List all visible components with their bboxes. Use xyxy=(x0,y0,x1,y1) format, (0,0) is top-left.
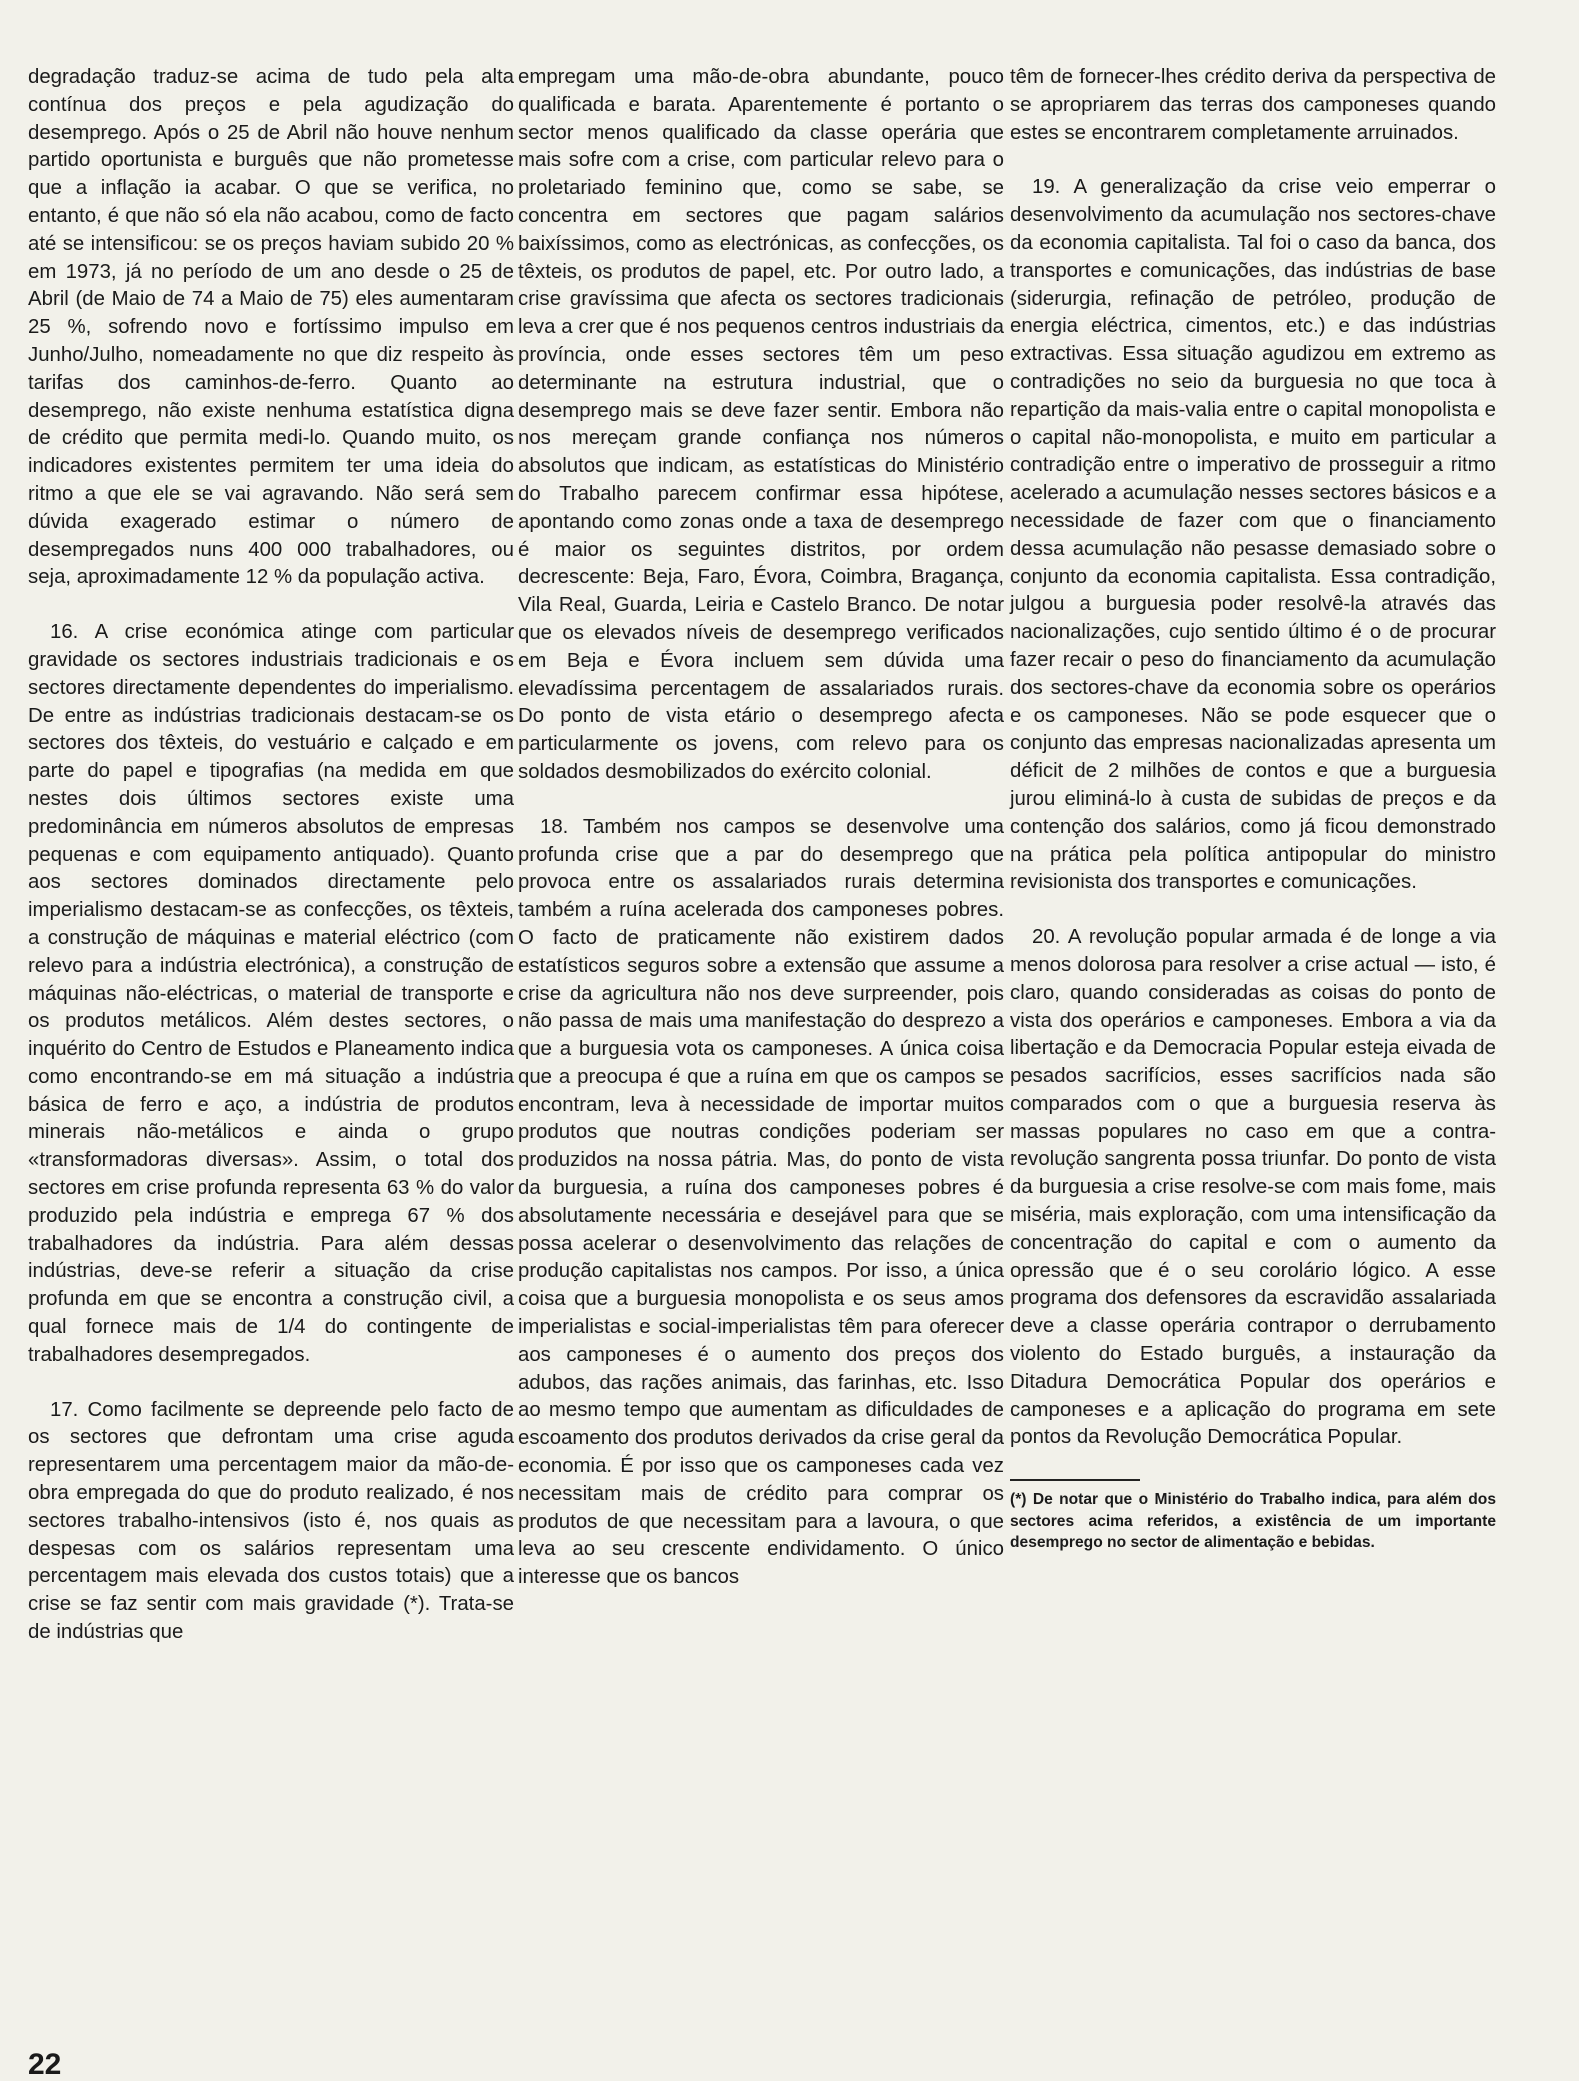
column-2 xyxy=(518,64,1004,1619)
paragraph-15-continued: degradação traduz-se acima de tudo pela alta contínua dos preços e pela agudização do desemprego. Após o 25 de Abril não houve nenhum partido oportunista e burguês que não prometesse que a inflação ia acabar. O que se verifica, no entanto, é que não só ela não acabou, como de facto até se intensificou: se os preços haviam subido 20 % em 1973, já no período de um ano desde o 25 de Abril (de Maio de 74 a Maio de 75) eles aumentaram 25 %, sofrendo novo e fortíssimo impulso em Junho/Julho, nomeadamente no que diz respeito às tarifas dos caminhos-de-ferro. Quanto ao desemprego, não existe nenhuma estatística digna de crédito que permita medi-lo. Quando muito, os indicadores existentes permitem ter uma ideia do ritmo a que ele se vai agravando. Não será sem dúvida exagerado estimar o número de desempregados nuns 400 000 trabalhadores, ou seja, aproximadamente 12 % da população activa. xyxy=(28,66,514,589)
paragraph-18-continued: têm de fornecer-lhes crédito deriva da perspectiva de se apropriarem das terras dos camponeses quando estes se encontrarem completamente arruinados. xyxy=(1010,66,1496,144)
footnote-divider xyxy=(1010,1479,1140,1481)
column-1 xyxy=(28,64,514,1674)
paragraph-17: 17. Como facilmente se depreende pelo facto de os sectores que defrontam uma crise aguda representarem uma percentagem maior da mão-de-obra empregada do que do produto realizado, é nos sectores trabalho-intensivos (isto é, nos quais as despesas com os salários representam uma percentagem mais elevada dos custos totais) que a crise se faz sentir com mais gravidade (*). Trata-se de indústrias que xyxy=(28,1398,514,1644)
column-3 xyxy=(1010,64,1496,1554)
paragraph-16: 16. A crise económica atinge com particular gravidade os sectores industriais tradicionais e os sectores directamente dependentes do imperialismo. De entre as indústrias tradicionais destacam-se os sectores dos têxteis, do vestuário e calçado e em parte do papel e tipografias (na medida em que nestes dois últimos sectores existe uma predominância em números absolutos de empresas pequenas e com equipamento antiquado). Quanto aos sectores dominados directamente pelo imperialismo destacam-se as confecções, os têxteis, a construção de máquinas e material eléctrico (com relevo para a indústria electrónica), a construção de máquinas não-eléctricas, o material de transporte e os produtos metálicos. Além destes sectores, o inquérito do Centro de Estudos e Planeamento indica como encontrando-se em má situação a indústria básica de ferro e aço, a indústria de produtos minerais não-metálicos e ainda o grupo «transformadoras diversas». Assim, o total dos sectores em crise profunda representa 63 % do valor produzido pela indústria e emprega 67 % dos trabalhadores da indústria. Para além dessas indústrias, deve-se referir a situação da crise profunda em que se encontra a construção civil, a qual fornece mais de 1/4 do contingente de trabalhadores desempregados. xyxy=(28,621,514,1366)
page-number: 22 xyxy=(28,2048,62,2081)
paragraph-19: 19. A generalização da crise veio emperrar o desenvolvimento da acumulação nos sectores-chave da economia capitalista. Tal foi o caso da banca, dos transportes e comunicações, das indústrias de base (siderurgia, refinação de petróleo, produção de energia eléctrica, cimentos, etc.) e das indústrias extractivas. Essa situação agudizou em extremo as contradições no seio da burguesia no que toca à repartição da mais-valia entre o capital monopolista e o capital não-monopolista, e muito em particular a contradição entre o imperativo de prosseguir a ritmo acelerado a acumulação nesses sectores básicos e a necessidade de fazer com que o financiamento dessa acumulação não pesasse demasiado sobre o conjunto da economia capitalista. Essa contradição, julgou a burguesia poder resolvê-la através das nacionalizações, cujo sentido último é o de procurar fazer recair o peso do financiamento da acumulação dos sectores-chave da economia sobre os operários e os camponeses. Não se pode esquecer que o conjunto das empresas nacionalizadas apresenta um déficit de 2 milhões de contos e que a burguesia jurou eliminá-lo à custa de subidas de preços e da contenção dos salários, como já ficou demonstrado na prática pela política antipopular do ministro revisionista dos transportes e comunicações. xyxy=(1010,176,1496,894)
paragraph-20: 20. A revolução popular armada é de longe a via menos dolorosa para resolver a crise actual — isto, é claro, quando consideradas as coisas do ponto de vista dos operários e camponeses. Embora a via da libertação e da Democracia Popular esteja eivada de pesados sacrifícios, esses sacrifícios nada são comparados com o que a burguesia reserva às massas populares no caso em que a contra-revolução sangrenta possa triunfar. Do ponto de vista da burguesia a crise resolve-se com mais fome, mais miséria, mais exploração, com uma intensificação da concentração do capital e com o aumento da opressão que é o seu corolário lógico. A esse programa dos defensores da escravidão assalariada deve a classe operária contrapor o derrubamento violento do Estado burguês, a instauração da Ditadura Democrática Popular dos operários e camponeses e a aplicação do programa em sete pontos da Revolução Democrática Popular. xyxy=(1010,926,1496,1449)
footnote: (*) De notar que o Ministério do Trabalho indica, para além dos sectores acima referidos, a existência de um importante desemprego no sector de alimentação e bebidas. xyxy=(1010,1491,1496,1552)
paragraph-18: 18. Também nos campos se desenvolve uma profunda crise que a par do desemprego que provoca entre os assalariados rurais determina também a ruína acelerada dos camponeses pobres. O facto de praticamente não existirem dados estatísticos seguros sobre a extensão que assume a crise da agricultura não nos deve surpreender, pois não passa de mais uma manifestação do desprezo a que a burguesia vota os camponeses. A única coisa que a preocupa é que a ruína em que os campos se encontram, leva à necessidade de importar muitos produtos que noutras condições poderiam ser produzidos na nossa pátria. Mas, do ponto de vista da burguesia, a ruína dos camponeses pobres é absolutamente necessária e desejável para que se possa acelerar o desenvolvimento das relações de produção capitalistas nos campos. Por isso, a única coisa que a burguesia monopolista e os seus amos imperialistas e social-imperialistas têm para oferecer aos camponeses é o aumento dos preços dos adubos, das rações animais, das farinhas, etc. Isso ao mesmo tempo que aumentam as dificuldades de escoamento dos produtos derivados da crise geral da economia. É por isso que os camponeses cada vez necessitam mais de crédito para comprar os produtos de que necessitam para a lavoura, o que leva ao seu crescente endividamento. O único interesse que os bancos xyxy=(518,815,1004,1589)
paragraph-17-continued: empregam uma mão-de-obra abundante, pouco qualificada e barata. Aparentemente é portanto o sector menos qualificado da classe operária que mais sofre com a crise, com particular relevo para o proletariado feminino que, como se sabe, se concentra em sectores que pagam salários baixíssimos, como as electrónicas, as confecções, os têxteis, os produtos de papel, etc. Por outro lado, a crise gravíssima que afecta os sectores tradicionais leva a crer que é nos pequenos centros industriais da província, onde esses sectores têm um peso determinante na estrutura industrial, que o desemprego mais se deve fazer sentir. Embora não nos mereçam grande confiança nos números absolutos que indicam, as estatísticas do Ministério do Trabalho parecem confirmar essa hipótese, apontando como zonas onde a taxa de desemprego é maior os seguintes distritos, por ordem decrescente: Beja, Faro, Évora, Coimbra, Bragança, Vila Real, Guarda, Leiria e Castelo Branco. De notar que os elevados níveis de desemprego verificados em Beja e Évora incluem sem dúvida uma elevadíssima percentagem de assalariados rurais. Do ponto de vista etário o desemprego afecta particularmente os jovens, com relevo para os soldados desmobilizados do exército colonial. xyxy=(518,66,1004,783)
